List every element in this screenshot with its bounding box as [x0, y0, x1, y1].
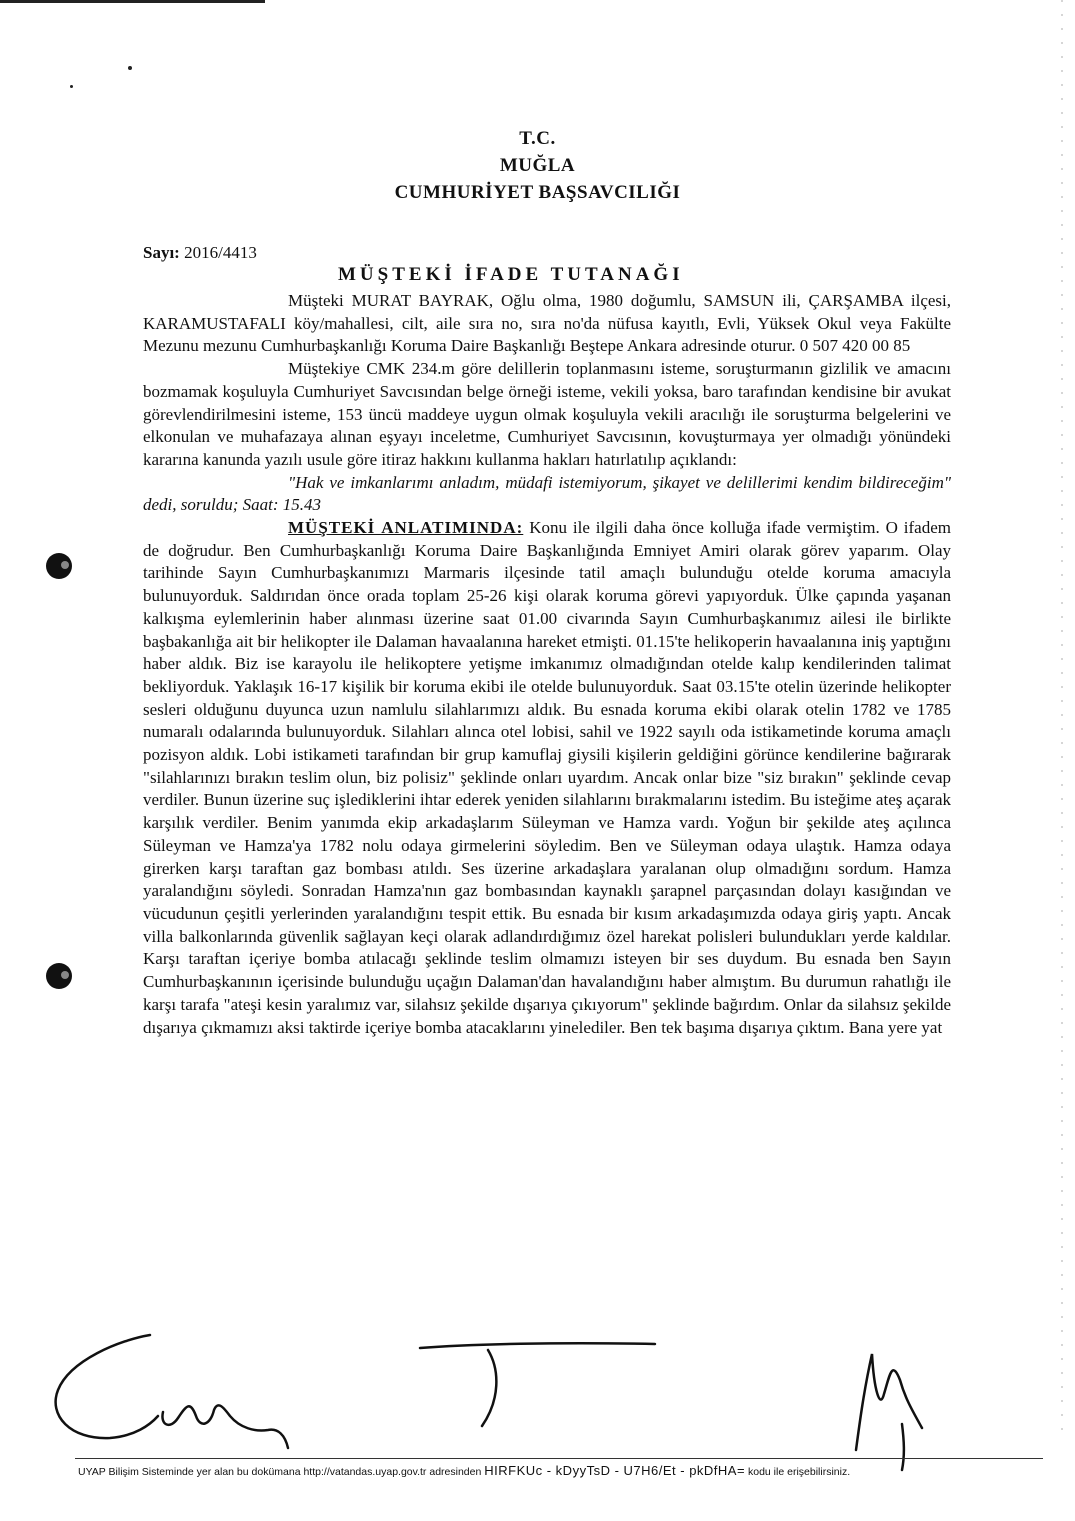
header-province: MUĞLA [499, 155, 576, 176]
statement-paragraph [143, 517, 951, 1039]
uyap-footer [78, 1463, 1043, 1478]
statement-text: Konu ile ilgili daha önce kolluğa ifade vermiştim. O ifadem de doğrudur. Ben Cumhurbaşkanlığı Koruma Daire Başkanlığında Emniyet Amiri olarak görev yaparım. Olay tarihinde Sayın Cumhurbaşkanımızı Marmaris ilçesinde tatil amaçlı bulunduğu otelde koruma amacıyla bulunuyorduk. Saldırıdan önce orada toplam 25-26 kişi olarak koruma görevi yapıyorduk. Ülke çapında yaşanan kalkışma eylemlerinin haber alınması üzerine saat 01.00 civarında Sayın Cumhurbaşkanımız ailesi ile birlikte başbakanlığa ait bir helikopter ile Dalaman havaalanına hareket etmişti. 01.15'te helikoperin havaalanına iniş yaptığını haber aldık. Biz ise karayolu ile helikoptere yetişme imkanımız olmadığından otelde kalıp kendilerinden talimat bekliyorduk. Yaklaşık 16-17 kişilik bir koruma ekibi ile otelde bulunuyorduk. Saat 03.15'te otelin üzerinde helikopter sesleri olduğunu duyunca uzun namlulu silahlarımızı aldık. Bu esnada koruma ekibi olarak otelin 1782 ve 1785 numaralı odalarında bulunuyorduk. Silahları alınca otel lobisi, sahil ve 1922 sayılı oda istikametinde koruma amaçlı pozisyon aldık. Lobi istikameti tarafından bir grup kamuflaj giysili kişilerin geldiğini görünce kendilerine bağırarak "silahlarınızı bırakın teslim olun, biz polisiz" şeklinde onları uyardım. Ancak onlar bize "siz bırakın" şeklinde cevap verdiler. Bunun üzerine suç işlediklerini ihtar ederek yeniden silahlarını bırakmalarını istedim. Bu isteğime ateş açarak karşılık verdiler. Benim yanımda ekip arkadaşlarım Süleyman ve Hamza vardı. Yoğun bir şekilde ateş açılınca Süleyman ve Hamza'ya 1782 nolu odaya girmelerini söyledim. Ben ve Süleyman odaya ulaştık. Hamza odaya girerken karşı taraftan gaz bombası atıldı. Ses üzerine arkadaşlara yaralanan olup olmadığını sordum. Hamza yaralandığını söyledi. Sonradan Hamza'nın gaz bombasından kaynaklı şarapnel parçasından dolayı kasığından ve vücudunun çeşitli yerlerinden yaralandığını tespit ettik. Bu esnada bir kısım arkadaşımızda odaya giriş yaptı. Ancak villa balkonlarında güvenlik sağlayan keçi olarak adlandırdığımız özel harekat polisleri bulundukları yerde kaldılar. Karşı taraftan içeriye bomba atılacağı şeklinde teslim olmamızı isteyen bir ses duydum. Bu esnada ben Sayın Cumhurbaşkanının içerisinde bulunduğu uçağın Dalaman'dan havalandığını haber almıştım. Bu durumun rahatlığı ile karşı tarafa "ateşi kesin yaralımız var, silahsız şekilde dışarıya çıkıyorum" şeklinde bağırdım. Onlar da silahsız şekilde dışarıya çıkmamızı aksi taktirde içeriye bomba atacaklarını yinelediler. Ben tek başıma dışarıya çıktım. Bana yere yat [143, 518, 952, 1037]
quote-paragraph: "Hak ve imkanlarımı anladım, müdafi istemiyorum, şikayet ve delillerimi kendim bildireceğim" dedi, soruldu; Saat: 15.43 [143, 472, 951, 515]
footer-access-code: HIRFKUc - kDyyTsD - U7H6/Et - pkDfHA= [484, 1463, 746, 1478]
scan-edge-noise [1061, 0, 1063, 1440]
signature-right [856, 1354, 922, 1470]
footer-rule [75, 1458, 1043, 1459]
reference-number [143, 243, 257, 263]
reference-label: Sayı: [143, 243, 180, 262]
header-office: CUMHURİYET BAŞSAVCILIĞI [394, 182, 681, 203]
punch-hole [46, 553, 72, 579]
scan-speck [128, 66, 132, 70]
signature-left [56, 1335, 288, 1448]
identity-paragraph: Müşteki MURAT BAYRAK, Oğlu olma, 1980 doğumlu, SAMSUN ili, ÇARŞAMBA ilçesi, KARAMUSTAFALI köy/mahallesi, cilt, aile sıra no, sıra no'da nüfusa kayıtlı, Evli, Yüksek Okul veya Fakülte Mezunu mezunu Cumhurbaşkanlığı Koruma Daire Başkanlığı Beştepe Ankara adresinde oturur. 0 507 420 00 85 [143, 291, 951, 356]
footer-suffix: kodu ile erişebilirsiniz. [748, 1466, 851, 1478]
statement-label: MÜŞTEKİ ANLATIMINDA: [288, 518, 524, 538]
document-title: MÜŞTEKİ İFADE TUTANAĞI [338, 264, 684, 285]
document-body [143, 290, 951, 1039]
footer-prefix: UYAP Bilişim Sisteminde yer alan bu dokümana http://vatandas.uyap.gov.tr adresinden [78, 1466, 482, 1478]
punch-hole [46, 963, 72, 989]
rights-paragraph: Müştekiye CMK 234.m göre delillerin toplanmasını isteme, soruşturmanın gizlilik ve amacını bozmamak koşuluyla Cumhuriyet Savcısından belge örneği isteme, vekili yoksa, baro tarafından kendisine bir avukat görevlendirilmesini isteme, 153 üncü maddeye uygun olmak koşuluyla vekili aracılığı ile soruşturma belgelerini ve elkonulan ve muhafazaya alınan eşyayı inceletme, Cumhuriyet Savcısının, kovuşturmaya yer olmadığı yönündeki kararına kanunda yazılı usule göre itiraz hakkını kullanma hakları hatırlatılıp açıklandı: [143, 359, 951, 469]
scan-top-rule [0, 0, 265, 3]
reference-value: 2016/4413 [184, 243, 257, 262]
header-country: T.C. [519, 128, 556, 149]
signature-middle [420, 1343, 655, 1426]
scan-speck [70, 85, 73, 88]
